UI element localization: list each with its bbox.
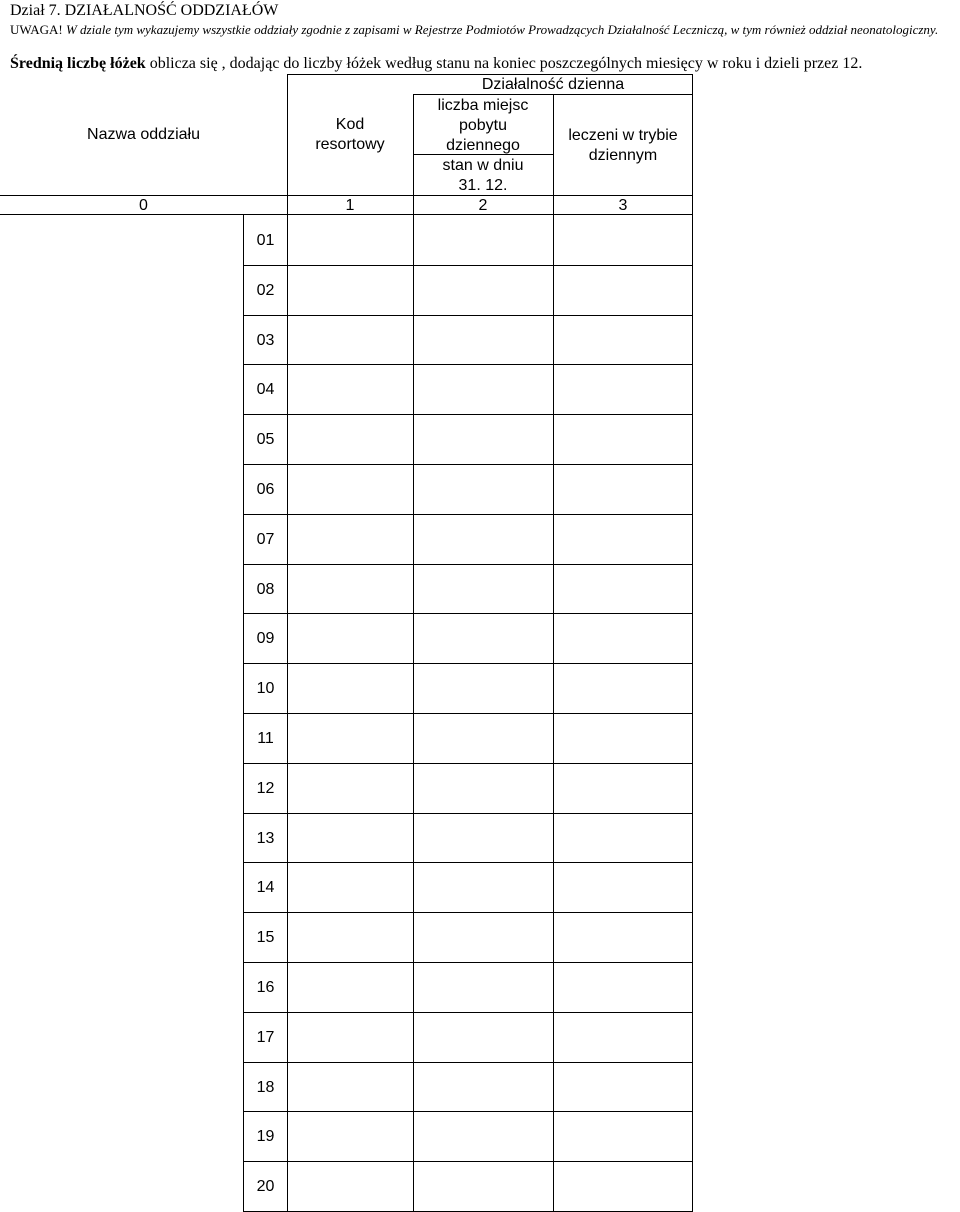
col-number-3: 3	[618, 197, 628, 214]
line	[243, 862, 693, 863]
line	[243, 763, 693, 764]
line	[243, 1062, 693, 1063]
row-number: 15	[256, 929, 275, 946]
row-number: 06	[256, 481, 275, 498]
row-number: 16	[256, 979, 275, 996]
line	[243, 315, 693, 316]
line	[243, 912, 693, 913]
col-header-treated-2: dziennym	[588, 147, 658, 164]
row-number: 01	[256, 232, 275, 249]
row-number: 08	[256, 581, 275, 598]
row-number: 14	[256, 879, 275, 896]
col-header-treated-1: leczeni w trybie	[568, 127, 678, 144]
row-number: 10	[256, 680, 275, 697]
col-header-code-1: Kod	[335, 116, 365, 133]
line	[243, 514, 693, 515]
row-number: 13	[256, 830, 275, 847]
row-number: 02	[256, 282, 275, 299]
col-number-2: 2	[478, 197, 488, 214]
group-header: Działalność dzienna	[481, 76, 625, 93]
row-number: 03	[256, 332, 275, 349]
col-number-0: 0	[139, 197, 148, 214]
col-header-places-5: 31. 12.	[458, 177, 508, 194]
line	[243, 1111, 693, 1112]
row-number: 05	[256, 431, 275, 448]
line	[243, 265, 693, 266]
line	[243, 464, 693, 465]
average-bold: Średnią liczbę łóżek	[10, 55, 146, 72]
col-header-code-2: resortowy	[315, 136, 385, 153]
note-text	[10, 21, 955, 38]
average-instruction	[10, 55, 862, 73]
line	[243, 364, 693, 365]
row-number: 07	[256, 531, 275, 548]
col-header-places-3: dziennego	[446, 137, 520, 154]
row-number: 17	[256, 1029, 275, 1046]
line	[243, 613, 693, 614]
row-number: 18	[256, 1079, 275, 1096]
row-number: 12	[256, 780, 275, 797]
line	[243, 813, 693, 814]
line	[243, 962, 693, 963]
row-number: 11	[257, 730, 274, 747]
row-number: 04	[256, 381, 275, 398]
col-number-1: 1	[345, 197, 355, 214]
line	[243, 663, 693, 664]
row-number: 09	[256, 630, 275, 647]
average-rest: oblicza się , dodając do liczby łóżek według stanu na koniec poszczególnych miesięcy w roku i dzieli przez 12.	[149, 55, 863, 72]
section-title: Dział 7. DZIAŁALNOŚĆ ODDZIAŁÓW	[10, 2, 279, 19]
line	[243, 1161, 693, 1162]
line	[243, 414, 693, 415]
note-body: W dziale tym wykazujemy wszystkie oddziały zgodnie z zapisami w Rejestrze Podmiotów Prowadzących Działalność Leczniczą, w tym również oddział neonatologiczny.	[65, 22, 939, 37]
col-header-places-4: stan w dniu	[442, 157, 524, 174]
row-number: 19	[256, 1128, 275, 1145]
line	[243, 1012, 693, 1013]
line	[243, 713, 693, 714]
line	[243, 564, 693, 565]
col-header-places-2: pobytu	[458, 117, 508, 134]
note-lead: UWAGA!	[10, 22, 63, 37]
col-header-places-1: liczba miejsc	[437, 97, 529, 114]
col-header-name: Nazwa oddziału	[87, 126, 200, 143]
row-number: 20	[256, 1178, 275, 1195]
